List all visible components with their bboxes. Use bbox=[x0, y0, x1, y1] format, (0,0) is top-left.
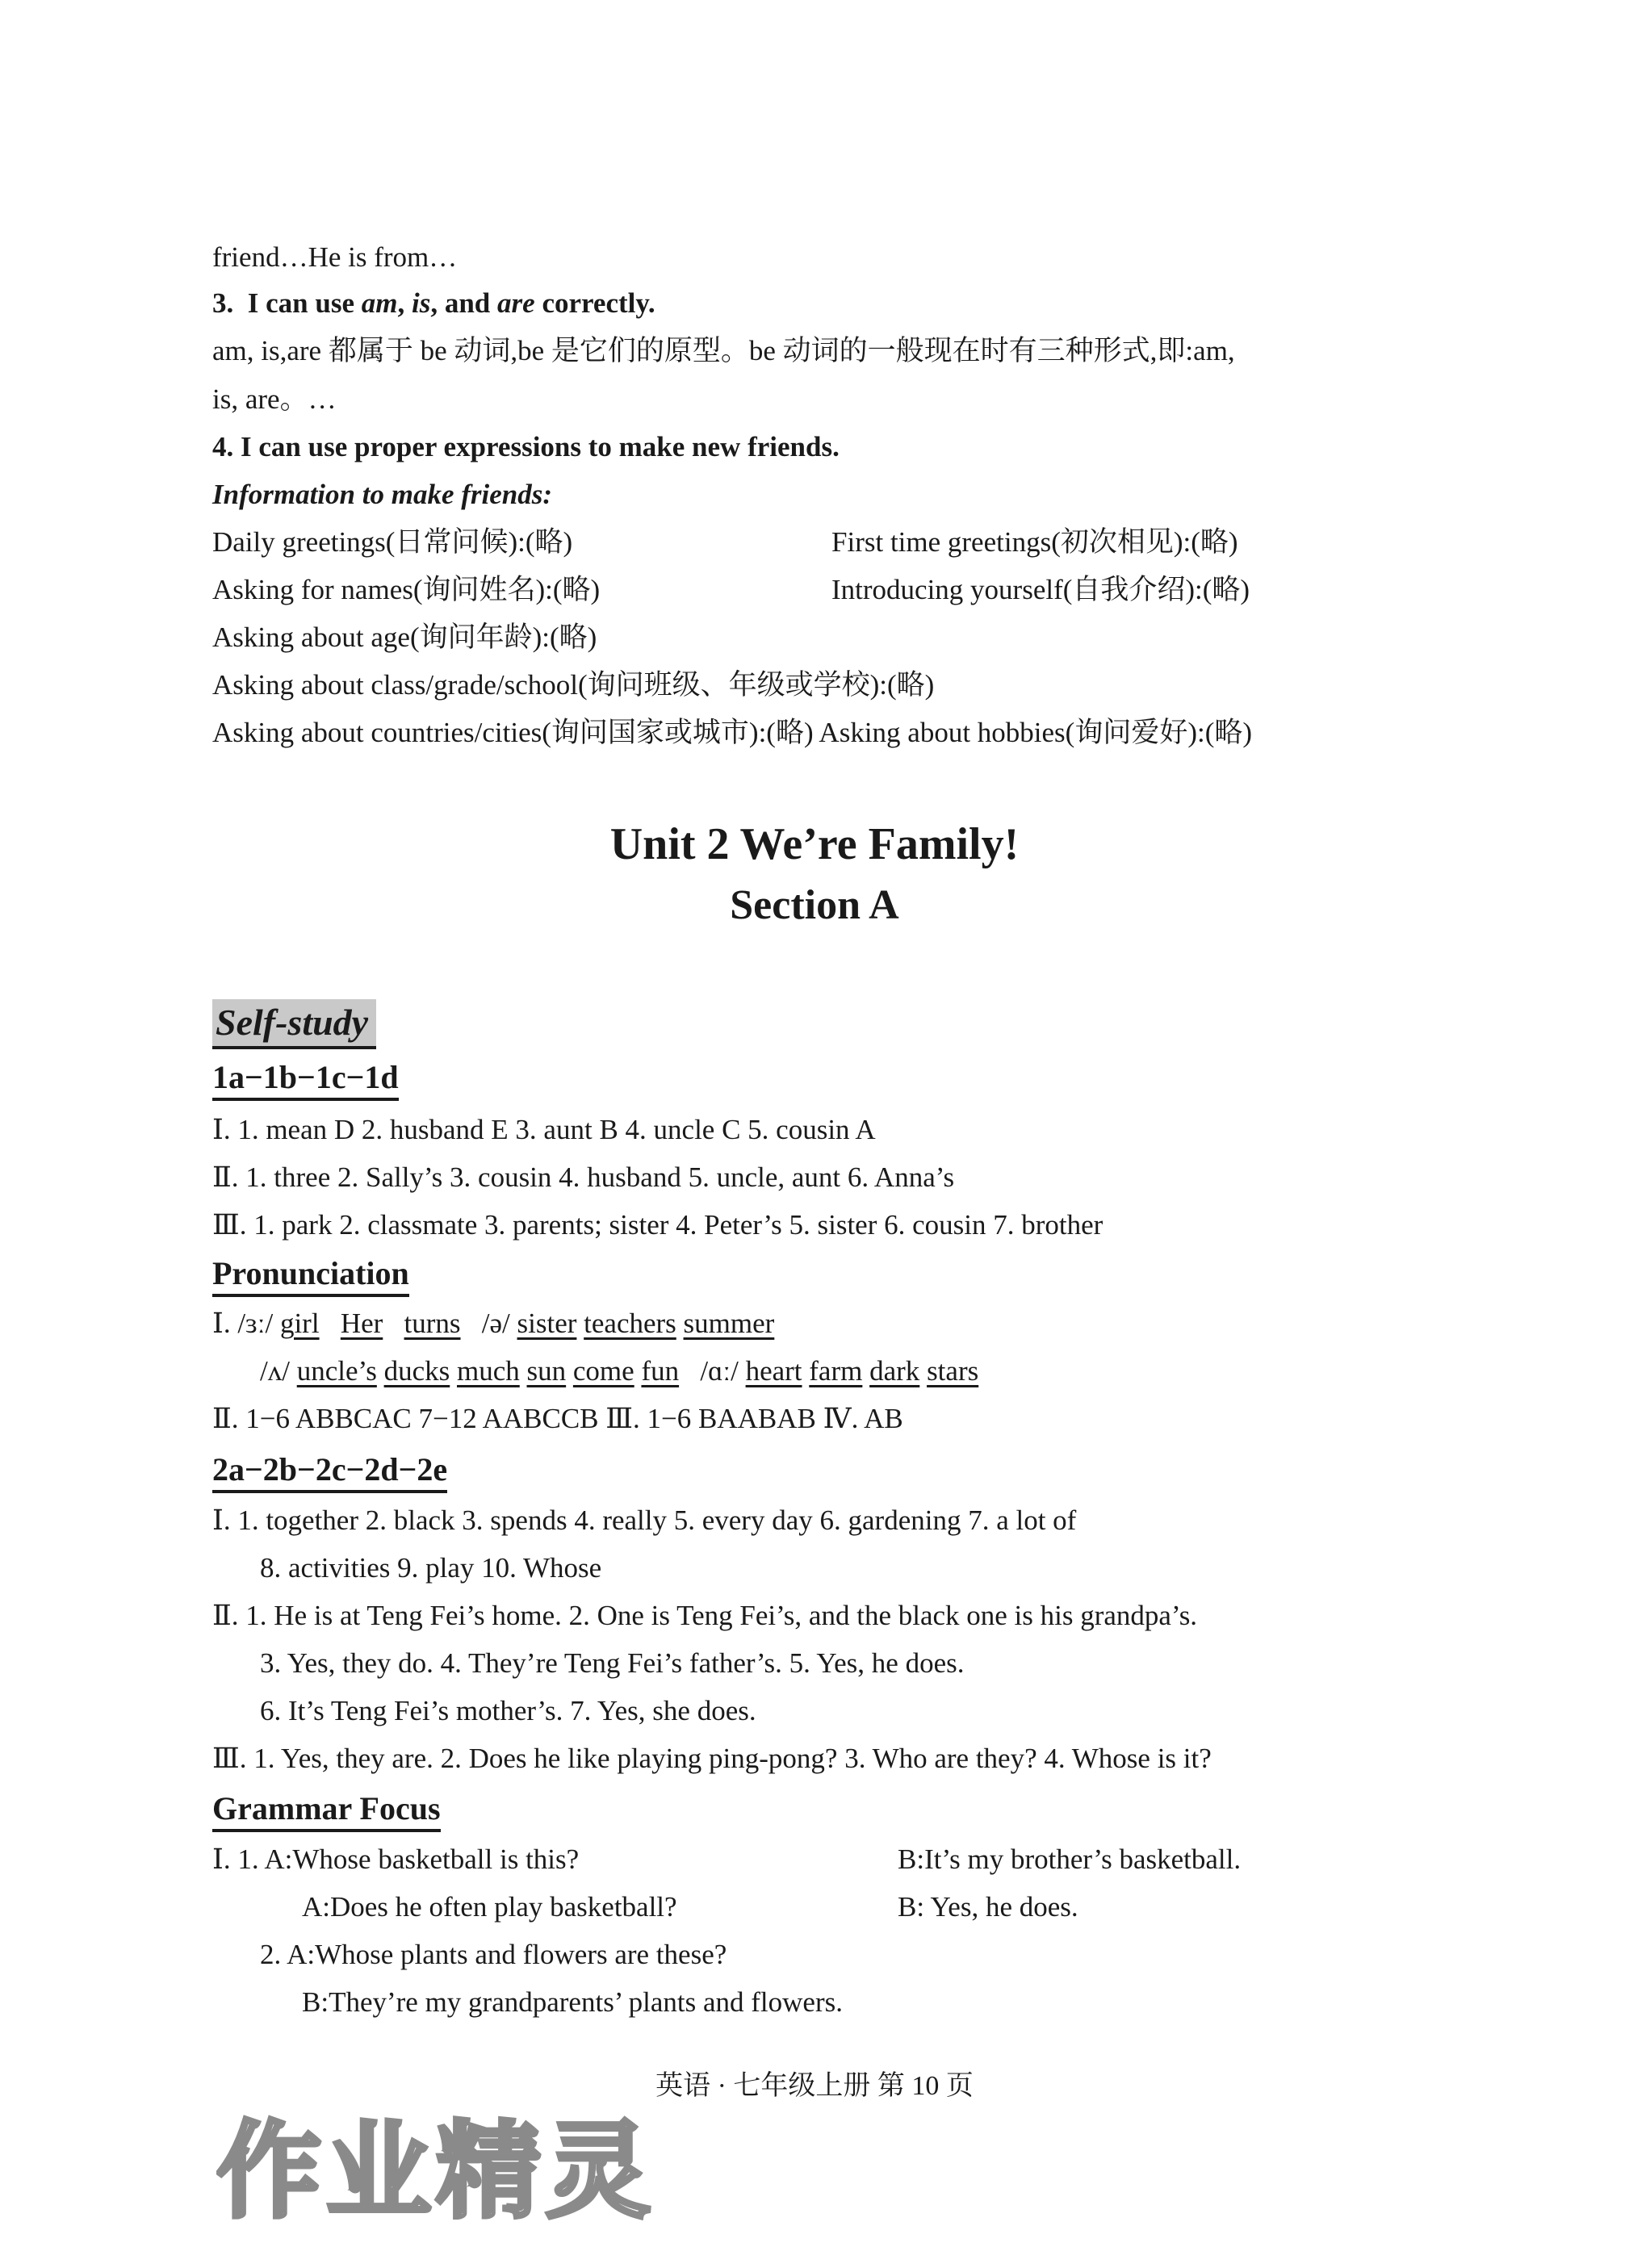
pronunciation-line: Ⅰ. /ɜː/ girl Her turns /ə/ sister teachers summer bbox=[212, 1308, 775, 1339]
answer-line: B: Yes, he does. bbox=[898, 1891, 1078, 1923]
answer-line: Ⅱ. 1. three 2. Sally’s 3. cousin 4. husband 5. uncle, aunt 6. Anna’s bbox=[212, 1161, 955, 1193]
item-4-heading: 4. I can use proper expressions to make new friends. bbox=[212, 431, 840, 462]
answer-line: 3. Yes, they do. 4. They’re Teng Fei’s father’s. 5. Yes, he does. bbox=[260, 1647, 965, 1679]
unit-title: Unit 2 We’re Family! bbox=[609, 819, 1020, 869]
svg-text:作业精灵: 作业精灵 bbox=[216, 2110, 656, 2228]
text-line: Daily greetings(日常问候):(略) bbox=[212, 526, 573, 558]
text-line: Asking for names(询问姓名):(略) bbox=[212, 574, 601, 605]
text-line: friend…He is from… bbox=[212, 241, 458, 273]
section-heading-1a: 1a−1b−1c−1d bbox=[212, 1061, 399, 1094]
text-line: Asking about age(询问年龄):(略) bbox=[212, 621, 597, 653]
text-line: is, are。… bbox=[212, 383, 337, 415]
answer-line: B:It’s my brother’s basketball. bbox=[898, 1843, 1242, 1875]
answer-line: Ⅱ. 1−6 ABBCAC 7−12 AABCCB Ⅲ. 1−6 BAABAB Ⅳ. AB bbox=[212, 1403, 903, 1434]
answer-line: A:Does he often play basketball? bbox=[302, 1891, 677, 1923]
answer-line: 6. It’s Teng Fei’s mother’s. 7. Yes, she does. bbox=[260, 1695, 756, 1726]
answer-line: 8. activities 9. play 10. Whose bbox=[260, 1552, 602, 1584]
text-line: am, is,are 都属于 be 动词,be 是它们的原型。be 动词的一般现在时有三种形式,即:am, bbox=[212, 335, 1235, 366]
answer-line: Ⅲ. 1. park 2. classmate 3. parents; sister 4. Peter’s 5. sister 6. cousin 7. brother bbox=[212, 1209, 1103, 1241]
answer-line: Ⅰ. 1. mean D 2. husband E 3. aunt B 4. uncle C 5. cousin A bbox=[212, 1114, 876, 1145]
item-3-heading: 3. I can use am, is, and are correctly. bbox=[212, 287, 655, 319]
answer-line: 2. A:Whose plants and flowers are these? bbox=[260, 1939, 727, 1970]
section-heading-pronunciation: Pronunciation bbox=[212, 1257, 409, 1290]
pronunciation-line: /ʌ/ uncle’s ducks much sun come fun /ɑː/ heart farm dark stars bbox=[260, 1355, 979, 1387]
watermark-logo bbox=[216, 2107, 668, 2228]
section-title: Section A bbox=[730, 882, 899, 928]
answer-line: Ⅰ. 1. A:Whose basketball is this? bbox=[212, 1843, 580, 1875]
page-footer: 英语 · 七年级上册 第 10 页 bbox=[655, 2071, 974, 2101]
answer-line: Ⅰ. 1. together 2. black 3. spends 4. really 5. every day 6. gardening 7. a lot of bbox=[212, 1504, 1077, 1536]
info-heading: Information to make friends: bbox=[212, 479, 553, 510]
text-line: First time greetings(初次相见):(略) bbox=[831, 526, 1238, 558]
self-study-banner: Self-study bbox=[212, 999, 376, 1049]
text-line: Asking about class/grade/school(询问班级、年级或学校):(略) bbox=[212, 669, 935, 701]
answer-line: B:They’re my grandparents’ plants and flowers. bbox=[302, 1986, 843, 2018]
answer-line: Ⅲ. 1. Yes, they are. 2. Does he like playing ping-pong? 3. Who are they? 4. Whose is it? bbox=[212, 1743, 1212, 1774]
section-heading-grammar: Grammar Focus bbox=[212, 1793, 441, 1825]
section-heading-2a: 2a−2b−2c−2d−2e bbox=[212, 1454, 447, 1486]
answer-line: Ⅱ. 1. He is at Teng Fei’s home. 2. One is Teng Fei’s, and the black one is his grandpa’s. bbox=[212, 1600, 1198, 1631]
text-line: Asking about countries/cities(询问国家或城市):(略) Asking about hobbies(询问爱好):(略) bbox=[212, 717, 1253, 748]
text-line: Introducing yourself(自我介绍):(略) bbox=[831, 574, 1250, 605]
